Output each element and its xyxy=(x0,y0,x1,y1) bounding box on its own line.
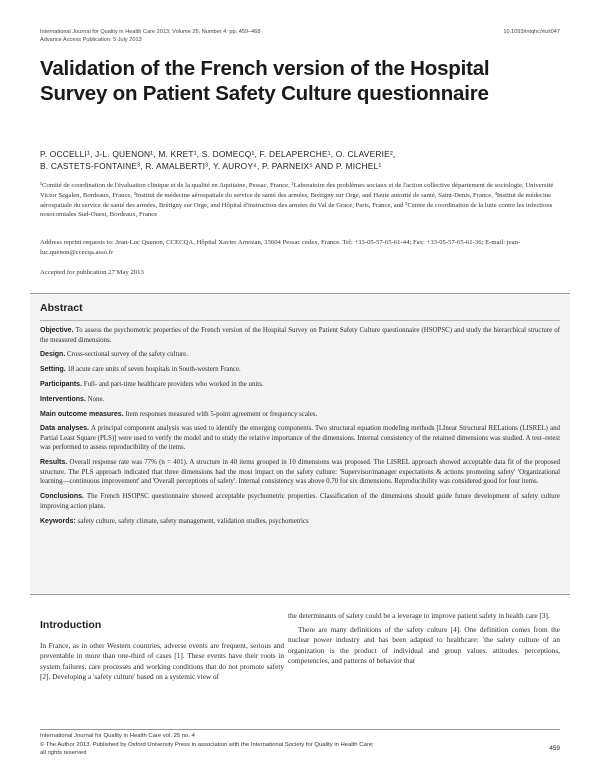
abstract-heading: Abstract xyxy=(40,302,83,314)
acceptance-date: Accepted for publication 27 May 2013 xyxy=(40,269,144,276)
section-text: The French HSOPSC questionnaire showed acceptable psychometric properties. Classification of the dimensions should guide future development of safety culture improving action plans. xyxy=(40,493,560,510)
section-text: Item responses measured with 5-point agreement or frequency scales. xyxy=(125,410,318,418)
section-text: To assess the psychometric properties of the French version of the Hospital Survey on Patient Safety Culture questionnaire (HSOPSC) and study the hierarchical structure of the measured dimensions. xyxy=(40,327,560,344)
authors-line-1: P. OCCELLI¹, J-L. QUENON¹, M. KRET¹, S. DOMECQ¹, F. DELAPERCHE¹, O. CLAVERIE², xyxy=(40,149,396,159)
abstract-outcome-measures xyxy=(40,410,560,420)
footer-journal: International Journal for Quality in Health Care vol. 25 no. 4 xyxy=(40,733,195,739)
running-header xyxy=(40,28,560,44)
body-column-right xyxy=(288,611,560,670)
abstract-interventions xyxy=(40,395,560,405)
abstract-conclusions xyxy=(40,492,560,511)
section-label: Keywords: xyxy=(40,517,76,525)
footer-rights: all rights reserved xyxy=(40,750,87,757)
correspondence-address: Address reprint requests to: Jean-Luc Quenon, CCECQA, Hôpital Xavier Arnozan, 33604 Pessac cedex, France. Tel: +33-05-57-65-61-44; Fax: +33-05-57-65-61-36; E-mail: jean-luc.quenon@ccecqa.asso.fr xyxy=(40,239,521,256)
section-label: Design. xyxy=(40,351,66,359)
section-label: Participants. xyxy=(40,380,83,388)
keyword-list: safety culture, safety climate, safety management, validation studies, psychometrics xyxy=(77,517,309,525)
section-label: Setting. xyxy=(40,366,66,374)
doi-link[interactable]: 10.1093/intqhc/mzt047 xyxy=(503,29,560,35)
abstract-results xyxy=(40,458,560,487)
abstract-objective xyxy=(40,326,560,345)
section-label: Main outcome measures. xyxy=(40,410,124,418)
body-paragraph: There are many definitions of the safety culture [4]. One definition comes from the nuclear power industry and has been adapted to healthcare: 'the safety culture of an organization is the product of individual and group values, attitudes, perceptions, competencies, and patterns of behavior that xyxy=(288,624,560,666)
body-paragraph: the determinants of safety could be a leverage to improve patient safety in health care [3]. xyxy=(288,611,550,620)
section-text: Cross-sectional survey of the safety culture. xyxy=(67,351,188,359)
abstract-data-analyses xyxy=(40,424,560,453)
section-text: Overall response rate was 77% (n = 401). A structure in 40 items grouped in 10 dimensions was proposed. The LISREL approach showed acceptable data fit of the proposed structure. The PLS approach indicated that three dimensions had the most impact on the safety culture: 'Supervisor/manager expectations & actions promoting safety' 'Organizational learning—continuous improvement' and 'Overall perceptions of safety'. Internal consistency was above 0.70 for six dimensions. Reproducibility was considered good for four items. xyxy=(40,459,561,486)
abstract-setting xyxy=(40,365,560,375)
section-label: Data analyses. xyxy=(40,425,89,433)
page-footer xyxy=(40,729,560,758)
authors-line-2: B. CASTETS-FONTAINE³, R. AMALBERTI³, Y. AUROY⁴, P. PARNEIX⁵ AND P. MICHEL¹ xyxy=(40,161,382,171)
abstract-keywords xyxy=(40,517,560,527)
section-text: 18 acute care units of seven hospitals in South-western France. xyxy=(67,366,241,374)
section-label: Conclusions. xyxy=(40,493,84,501)
advance-access-date: Advance Access Publication: 5 July 2013 xyxy=(40,37,142,43)
affiliations: ¹Comité de coordination de l'évaluation clinique et de la qualité en Aquitaine, Pessac, France, ²Laboratoire des problèmes sociaux et de l'action collective département de sociologie, Université Victor Segalen, Bordeaux, France, ³Institut de médecine aérospatiale du service de santé des armées, Brétigny sur Orge, and Haute autorité de santé, Saint-Denis, France, ⁴Institut de médecine aérospatiale du service de santé des armées, Brétigny sur Orge, and Hôpital d'instruction des armées du Val de Grace, Paris, France, and ⁵Centre de coordination de la lutte contre les infections nosocomiales Sud-Ouest, Bordeaux, France xyxy=(40,182,554,219)
abstract-divider xyxy=(40,320,560,321)
section-text: Full- and part-time healthcare providers who worked in the units. xyxy=(83,380,264,388)
abstract-panel xyxy=(30,293,570,595)
section-label: Objective. xyxy=(40,327,74,334)
abstract-body xyxy=(40,326,560,531)
body-column-left xyxy=(40,620,284,686)
author-list xyxy=(40,148,560,172)
body-paragraph: In France, as in other Western countries, adverse events are frequent, serious and preventable in more than one-third of cases [1]. These events have their roots in system failures, care processes and working conditions that do not promote safety [2]. Developing a 'safety culture' based on a systemic view of xyxy=(40,640,284,682)
section-text: None. xyxy=(87,395,105,403)
section-label: Interventions. xyxy=(40,395,86,403)
article-title: Validation of the French version of the Hospital Survey on Patient Safety Culture questionnaire xyxy=(40,57,490,105)
abstract-design xyxy=(40,350,560,360)
footer-divider xyxy=(40,729,560,730)
section-text: A principal component analysis was used to identify the emerging components. Two structural equation modeling methods [LInear Structural RELations (LISREL) and Partial Least Square (PLS)] were used to verify the model and to study the relative importance of the dimensions. Internal consistency of the retained dimensions was studied. A test–retest was performed to assess reproducibility of the items. xyxy=(40,425,560,452)
journal-citation: International Journal for Quality in Health Care 2013; Volume 25, Number 4: pp. 459–468 xyxy=(40,29,261,35)
abstract-participants xyxy=(40,380,560,390)
introduction-heading: Introduction xyxy=(40,619,102,631)
section-label: Results. xyxy=(40,459,68,467)
page-number: 459 xyxy=(549,745,560,752)
footer-copyright: © The Author 2013. Published by Oxford University Press in association with the International Society for Quality in Health Care; xyxy=(40,741,374,748)
